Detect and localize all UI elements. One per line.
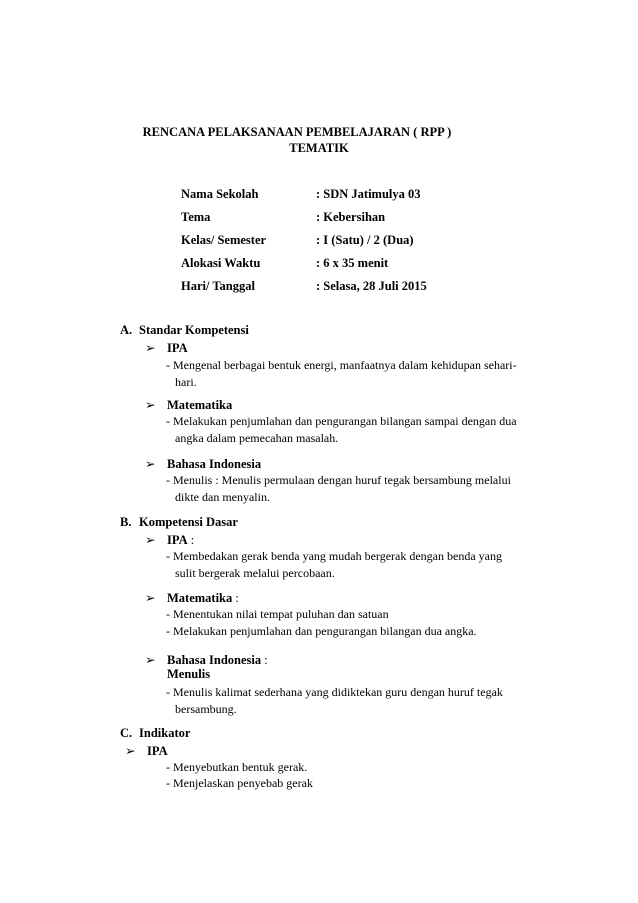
school-info-table <box>181 185 427 300</box>
section-title: Standar Kompetensi <box>139 323 249 337</box>
item-line: - Menentukan nilai tempat puluhan dan satuan <box>166 607 389 621</box>
subject-heading-ipa <box>145 532 194 548</box>
arrow-bullet-icon: ➢ <box>145 591 156 605</box>
item-line: - Menulis kalimat sederhana yang didiktekan guru dengan huruf tegak <box>166 685 503 699</box>
info-value: : I (Satu) / 2 (Dua) <box>316 233 414 247</box>
list-item <box>166 357 562 391</box>
subject-heading-bahasa-indonesia <box>145 652 268 668</box>
info-row-theme <box>181 208 427 231</box>
subsection-title-menulis: Menulis <box>167 667 211 681</box>
list-item <box>166 684 562 718</box>
section-heading-kompetensi-dasar <box>120 515 238 530</box>
item-line-continued: sulit bergerak melalui percobaan. <box>175 566 335 580</box>
info-row-class <box>181 231 427 254</box>
subject-title: Bahasa Indonesia <box>167 653 262 667</box>
subject-heading-bahasa-indonesia <box>145 456 261 472</box>
document-title: RENCANA PELAKSANAAN PEMBELAJARAN ( RPP ) <box>142 125 452 139</box>
list-item <box>166 606 562 623</box>
info-label: Nama Sekolah <box>181 187 259 201</box>
item-line: - Mengenal berbagai bentuk energi, manfaatnya dalam kehidupan sehari- <box>166 358 517 372</box>
item-line: - Membedakan gerak benda yang mudah bergerak dengan benda yang <box>166 549 502 563</box>
item-line: - Melakukan penjumlahan dan pengurangan bilangan dua angka. <box>166 624 477 638</box>
info-label: Kelas/ Semester <box>181 233 267 247</box>
subject-colon: : <box>232 591 239 605</box>
arrow-bullet-icon: ➢ <box>125 744 136 758</box>
info-row-date <box>181 277 427 300</box>
subject-colon: : <box>187 533 195 547</box>
item-line: - Menjelaskan penyebab gerak <box>166 776 313 790</box>
info-value: : Kebersihan <box>316 210 386 224</box>
info-row-time <box>181 254 427 277</box>
subject-title: IPA <box>167 533 188 547</box>
item-line: - Menulis : Menulis permulaan dengan huruf tegak bersambung melalui <box>166 473 511 487</box>
item-line-continued: dikte dan menyalin. <box>175 490 270 504</box>
item-line-continued: hari. <box>175 375 197 389</box>
subject-heading-ipa <box>145 340 188 356</box>
section-letter: A. <box>120 323 133 337</box>
info-label: Tema <box>181 210 211 224</box>
subject-title: IPA <box>167 341 188 355</box>
document-subtitle: TEMATIK <box>289 141 349 155</box>
section-heading-indikator <box>120 726 190 741</box>
info-label: Alokasi Waktu <box>181 256 261 270</box>
list-item <box>166 413 562 447</box>
list-item <box>166 548 562 582</box>
section-heading-standar-kompetensi <box>120 323 249 338</box>
item-line-continued: bersambung. <box>175 702 237 716</box>
section-title: Kompetensi Dasar <box>139 515 238 529</box>
section-letter: B. <box>120 515 132 529</box>
arrow-bullet-icon: ➢ <box>145 457 156 471</box>
section-letter: C. <box>120 726 133 740</box>
item-line: - Menyebutkan bentuk gerak. <box>166 760 308 774</box>
arrow-bullet-icon: ➢ <box>145 533 156 547</box>
subject-heading-ipa <box>125 743 168 759</box>
info-value: : SDN Jatimulya 03 <box>316 187 421 201</box>
list-item <box>166 759 562 776</box>
subject-colon: : <box>261 653 268 667</box>
item-line: - Melakukan penjumlahan dan pengurangan bilangan sampai dengan dua <box>166 414 517 428</box>
subject-title: IPA <box>147 744 168 758</box>
arrow-bullet-icon: ➢ <box>145 398 156 412</box>
item-line-continued: angka dalam pemecahan masalah. <box>175 431 339 445</box>
arrow-bullet-icon: ➢ <box>145 341 156 355</box>
list-item <box>166 623 562 640</box>
info-label: Hari/ Tanggal <box>181 279 255 293</box>
subject-title: Matematika <box>167 398 233 412</box>
subject-heading-matematika <box>145 397 232 413</box>
subject-heading-matematika <box>145 590 239 606</box>
section-title: Indikator <box>139 726 191 740</box>
info-value: : 6 x 35 menit <box>316 256 389 270</box>
info-value: : Selasa, 28 Juli 2015 <box>316 279 427 293</box>
list-item <box>166 472 562 506</box>
arrow-bullet-icon: ➢ <box>145 653 156 667</box>
subject-title: Matematika <box>167 591 233 605</box>
list-item <box>166 775 562 792</box>
subject-title: Bahasa Indonesia <box>167 457 262 471</box>
info-row-school <box>181 185 427 208</box>
